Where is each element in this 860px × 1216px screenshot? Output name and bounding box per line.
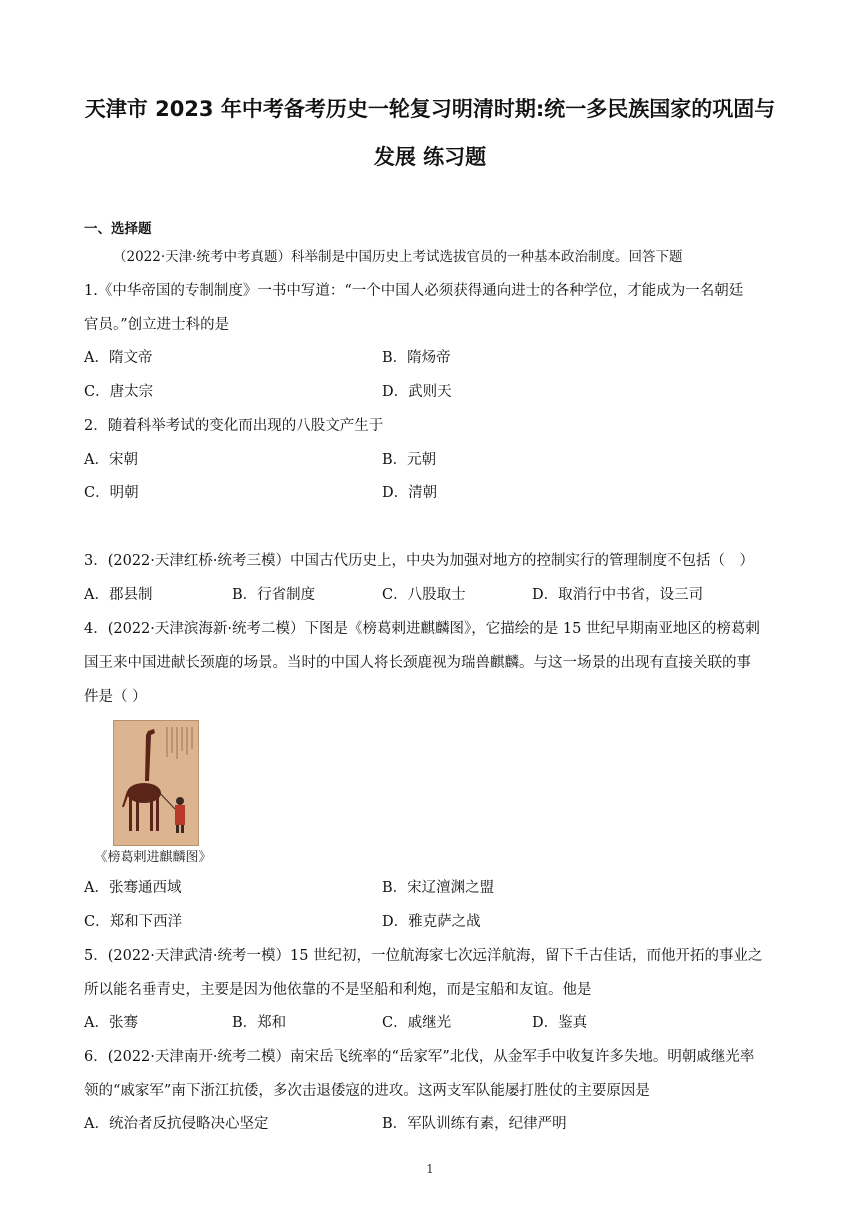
question-2-option-a: A．宋朝 (84, 452, 138, 468)
giraffe-painting-figure (86, 718, 220, 866)
question-6-stem-line1: 6．(2022·天津南开·统考二模）南宋岳飞统率的“岳家军”北伐，从金军手中收复许多失地。明朝戚继光率 (84, 1049, 755, 1065)
question-2-option-d: D．清朝 (382, 485, 438, 501)
question-2-option-c: C．明朝 (84, 485, 139, 501)
question-6-stem-line2: 领的“戚家军”南下浙江抗倭，多次击退倭寇的进攻。这两支军队能屡打胜仗的主要原因是 (84, 1083, 650, 1099)
giraffe-illustration (114, 721, 198, 845)
question-5-option-c: C．戚继光 (382, 1015, 452, 1031)
question-3-option-a: A．郡县制 (84, 587, 153, 603)
question-5-option-d: D．鉴真 (532, 1015, 588, 1031)
question-3-option-c: C．八股取士 (382, 587, 466, 603)
question-4-option-d: D．雅克萨之战 (382, 914, 481, 930)
question-1-option-c: C．唐太宗 (84, 384, 154, 400)
document-title-line1: 天津市 2023 年中考备考历史一轮复习明清时期:统一多民族国家的巩固与 (84, 97, 776, 121)
document-title-line2: 发展 练习题 (373, 145, 487, 169)
question-5-stem-line1: 5．(2022·天津武清·统考一模）15 世纪初，一位航海家七次远洋航海，留下千古佳话，而他开拓的事业之 (84, 948, 763, 964)
question-5-option-b: B．郑和 (232, 1015, 287, 1031)
question-1-option-a: A．隋文帝 (84, 350, 153, 366)
figure-caption: 《榜葛剌进麒麟图》 (94, 850, 212, 865)
page-number: 1 (426, 1162, 434, 1176)
question-4-option-c: C．郑和下西洋 (84, 914, 183, 930)
question-6-option-b: B．军队训练有素，纪律严明 (382, 1116, 567, 1132)
question-3-stem: 3．(2022·天津红桥·统考三模）中国古代历史上，中央为加强对地方的控制实行的管理制度不包括（ ） (84, 553, 754, 569)
question-4-stem-line2: 国王来中国进献长颈鹿的场景。当时的中国人将长颈鹿视为瑞兽麒麟。与这一场景的出现有直接关联的事 (84, 655, 751, 671)
question-2-option-b: B．元朝 (382, 452, 437, 468)
question-1-stem-line1: 1.《中华帝国的专制制度》一书中写道：“一个中国人必须获得通向进士的各种学位，才能成为一名朝廷 (84, 283, 744, 299)
question-6-option-a: A．统治者反抗侵略决心坚定 (84, 1116, 269, 1132)
question-4-stem-line1: 4．(2022·天津滨海新·统考二模）下图是《榜葛剌进麒麟图》，它描绘的是 15 世纪早期南亚地区的榜葛剌 (84, 621, 760, 637)
question-2-stem: 2．随着科举考试的变化而出现的八股文产生于 (84, 418, 384, 434)
question-1-option-d: D．武则天 (382, 384, 452, 400)
question-1-option-b: B．隋炀帝 (382, 350, 451, 366)
section-heading: 一、选择题 (84, 221, 152, 237)
question-1-stem-line2: 官员。”创立进士科的是 (84, 317, 230, 333)
question-group-intro: （2022·天津·统考中考真题）科举制是中国历史上考试选拔官员的一种基本政治制度。回答下题 (113, 249, 683, 265)
question-5-stem-line2: 所以能名垂青史，主要是因为他依靠的不是坚船和利炮，而是宝船和友谊。他是 (84, 982, 592, 998)
question-4-option-b: B．宋辽澶渊之盟 (382, 880, 495, 896)
giraffe-painting-image (113, 720, 199, 846)
question-4-stem-line3: 件是（ ） (84, 689, 147, 705)
question-3-option-b: B．行省制度 (232, 587, 316, 603)
question-4-option-a: A．张骞通西域 (84, 880, 182, 896)
question-3-option-d: D．取消行中书省，设三司 (532, 587, 704, 603)
question-5-option-a: A．张骞 (84, 1015, 138, 1031)
